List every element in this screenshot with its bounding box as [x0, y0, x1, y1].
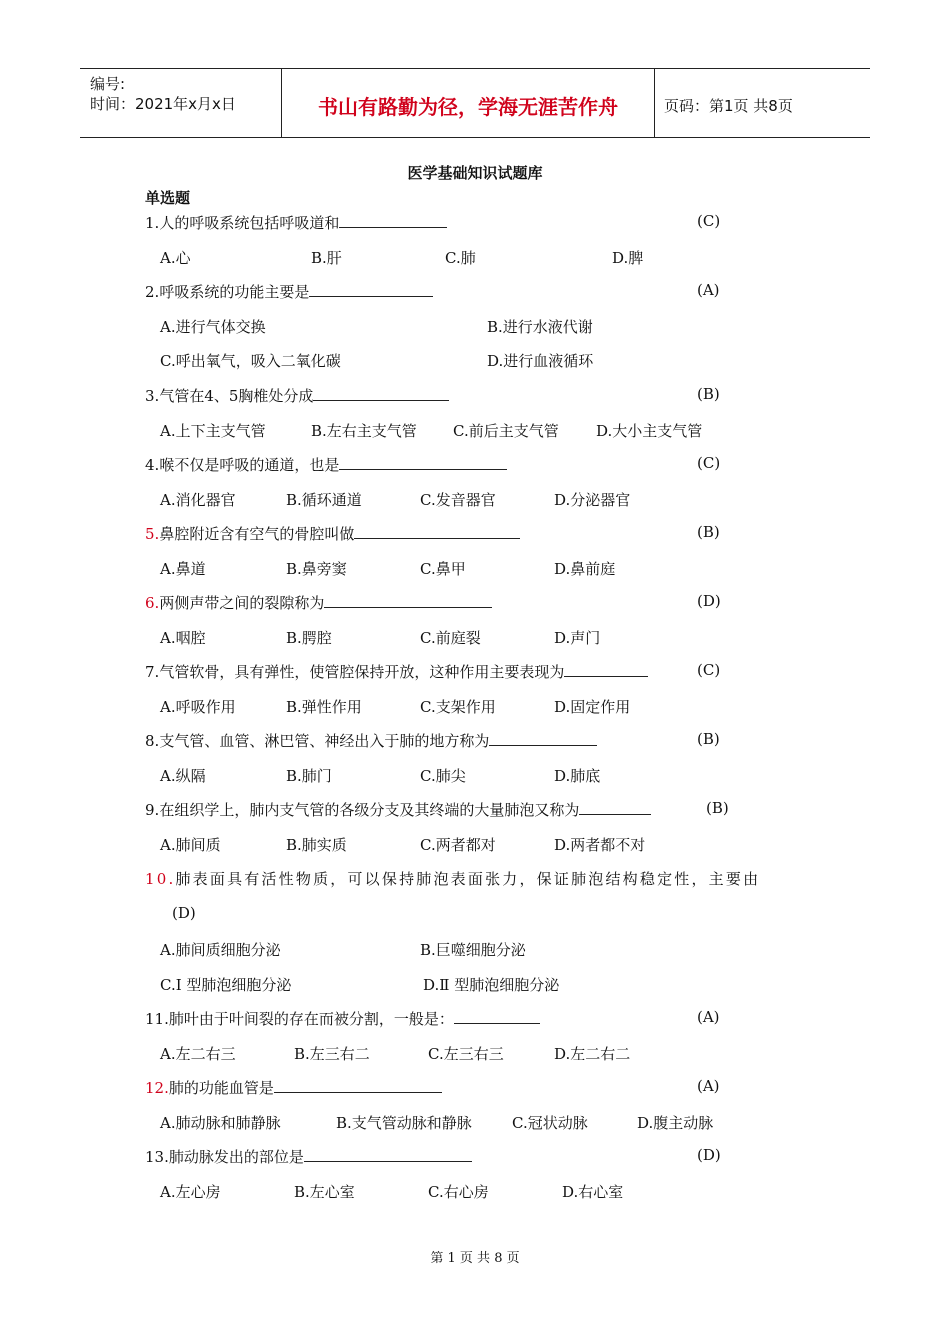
question-9 — [145, 799, 651, 820]
option-a: A.呼吸作用 — [160, 698, 236, 716]
answer-key: (A) — [697, 281, 720, 299]
option-d: D.腹主动脉 — [637, 1114, 714, 1132]
question-number: 5. — [145, 525, 160, 543]
answer-blank — [304, 1147, 472, 1162]
option-b: B.进行水液代谢 — [487, 318, 593, 336]
question-number: 11. — [145, 1010, 169, 1028]
time-label: 时间：2021年x月x日 — [90, 95, 236, 113]
option-a: A.左二右三 — [160, 1045, 236, 1063]
answer-blank — [324, 593, 492, 608]
header-table — [80, 68, 870, 138]
option-a: A.消化器官 — [160, 491, 236, 509]
question-11 — [145, 1008, 540, 1029]
question-5 — [145, 523, 520, 544]
option-b: B.弹性作用 — [286, 698, 362, 716]
motto: 书山有路勤为径，学海无涯苦作舟 — [318, 95, 618, 119]
option-c: C.肺尖 — [420, 767, 466, 785]
question-3 — [145, 385, 449, 406]
option-a: A.左心房 — [160, 1183, 221, 1201]
option-d: D.两者都不对 — [554, 836, 646, 854]
question-number: 13. — [145, 1148, 169, 1166]
question-number: 7. — [145, 663, 160, 681]
question-text: 肺表面具有活性物质，可以保持肺泡表面张力，保证肺泡结构稳定性，主要由 — [175, 870, 761, 888]
header-right-cell — [654, 69, 870, 137]
answer-key: (B) — [697, 730, 720, 748]
answer-key: (C) — [697, 661, 721, 679]
question-text: 呼吸系统的功能主要是 — [159, 283, 310, 301]
question-6 — [145, 592, 492, 613]
option-c: C.肺 — [445, 249, 476, 267]
option-d: D.脾 — [612, 249, 644, 267]
option-a: A.上下主支气管 — [160, 422, 266, 440]
question-text: 肺的功能血管是 — [168, 1079, 274, 1097]
question-text: 气管软骨，具有弹性，使管腔保持开放，这种作用主要表现为 — [159, 663, 565, 681]
option-b: B.循环通道 — [286, 491, 362, 509]
answer-blank — [313, 386, 449, 401]
answer-blank — [309, 282, 433, 297]
option-b: B.肺门 — [286, 767, 332, 785]
code-label: 编号: — [90, 75, 126, 93]
option-d: D.左二右二 — [554, 1045, 631, 1063]
question-text: 气管在4、5胸椎处分成 — [159, 387, 314, 405]
question-number: 12. — [145, 1079, 169, 1097]
page-footer: 第 1 页 共 8 页 — [430, 1251, 520, 1266]
option-c: C.呼出氧气，吸入二氧化碳 — [160, 352, 341, 370]
option-b: B.支气管动脉和静脉 — [336, 1114, 472, 1132]
option-c: C.支架作用 — [420, 698, 496, 716]
option-c: C.右心房 — [428, 1183, 489, 1201]
option-c: C.两者都对 — [420, 836, 496, 854]
option-b: B.左心室 — [294, 1183, 355, 1201]
question-2 — [145, 281, 433, 302]
answer-key: (A) — [697, 1008, 720, 1026]
question-10 — [145, 868, 760, 889]
question-text: 在组织学上，肺内支气管的各级分支及其终端的大量肺泡又称为 — [159, 801, 580, 819]
document-title: 医学基础知识试题库 — [407, 164, 543, 182]
answer-key: (D) — [697, 1146, 721, 1164]
answer-blank — [339, 455, 507, 470]
answer-blank — [339, 213, 447, 228]
option-a: A.心 — [160, 249, 191, 267]
question-text: 支气管、血管、淋巴管、神经出入于肺的地方称为 — [159, 732, 490, 750]
question-4 — [145, 454, 507, 475]
answer-key: (A) — [697, 1077, 720, 1095]
question-text: 喉不仅是呼吸的通道，也是 — [159, 456, 340, 474]
answer-key: (D) — [697, 592, 721, 610]
question-13 — [145, 1146, 472, 1167]
answer-key: (C) — [697, 454, 721, 472]
option-d: D.Ⅱ 型肺泡细胞分泌 — [423, 976, 560, 994]
question-number: 9. — [145, 801, 160, 819]
option-a: A.纵隔 — [160, 767, 206, 785]
question-number: 10. — [145, 870, 176, 888]
answer-blank — [274, 1078, 442, 1093]
option-b: B.巨噬细胞分泌 — [420, 941, 526, 959]
option-b: B.左右主支气管 — [311, 422, 417, 440]
option-c: C.前后主支气管 — [453, 422, 559, 440]
question-text: 肺动脉发出的部位是 — [168, 1148, 304, 1166]
answer-key: (B) — [706, 799, 729, 817]
question-number: 4. — [145, 456, 160, 474]
answer-blank — [454, 1009, 540, 1024]
option-d: D.进行血液循环 — [487, 352, 594, 370]
option-b: B.腭腔 — [286, 629, 332, 647]
question-number: 1. — [145, 214, 160, 232]
question-text: 两侧声带之间的裂隙称为 — [159, 594, 325, 612]
option-b: B.肝 — [311, 249, 342, 267]
question-12 — [145, 1077, 442, 1098]
answer-key: (B) — [697, 385, 720, 403]
option-c: C.左三右三 — [428, 1045, 504, 1063]
option-c: C.前庭裂 — [420, 629, 481, 647]
option-a: A.肺动脉和肺静脉 — [160, 1114, 281, 1132]
header-left-cell — [80, 69, 280, 137]
question-number: 3. — [145, 387, 160, 405]
header-middle-cell — [281, 69, 655, 137]
option-a: A.咽腔 — [160, 629, 206, 647]
question-number: 8. — [145, 732, 160, 750]
page-info: 页码：第1页 共8页 — [664, 97, 793, 115]
question-text: 肺叶由于叶间裂的存在而被分割，一般是： — [168, 1010, 454, 1028]
question-8 — [145, 730, 597, 751]
option-d: D.鼻前庭 — [554, 560, 616, 578]
question-1 — [145, 212, 447, 233]
option-a: A.进行气体交换 — [160, 318, 266, 336]
question-number: 2. — [145, 283, 160, 301]
answer-key: (B) — [697, 523, 720, 541]
option-d: D.声门 — [554, 629, 601, 647]
answer-blank — [354, 524, 520, 539]
option-c: C.鼻甲 — [420, 560, 466, 578]
question-text: 鼻腔附近含有空气的骨腔叫做 — [159, 525, 355, 543]
option-d: D.肺底 — [554, 767, 601, 785]
option-d: D.右心室 — [562, 1183, 624, 1201]
option-a: A.肺间质细胞分泌 — [160, 941, 281, 959]
option-d: D.固定作用 — [554, 698, 631, 716]
option-b: B.肺实质 — [286, 836, 347, 854]
answer-key: (D) — [172, 904, 196, 922]
option-a: A.鼻道 — [160, 560, 206, 578]
option-b: B.鼻旁窦 — [286, 560, 347, 578]
option-d: D.大小主支气管 — [596, 422, 703, 440]
option-d: D.分泌器官 — [554, 491, 631, 509]
question-7 — [145, 661, 648, 682]
answer-blank — [489, 731, 597, 746]
option-b: B.左三右二 — [294, 1045, 370, 1063]
option-c: C.发音器官 — [420, 491, 496, 509]
question-number: 6. — [145, 594, 160, 612]
answer-key: (C) — [697, 212, 721, 230]
section-heading: 单选题 — [145, 189, 191, 207]
answer-blank — [579, 800, 651, 815]
option-a: A.肺间质 — [160, 836, 221, 854]
option-c: C.冠状动脉 — [512, 1114, 588, 1132]
option-c: C.Ⅰ 型肺泡细胞分泌 — [160, 976, 292, 994]
answer-blank — [564, 662, 648, 677]
question-text: 人的呼吸系统包括呼吸道和 — [159, 214, 340, 232]
